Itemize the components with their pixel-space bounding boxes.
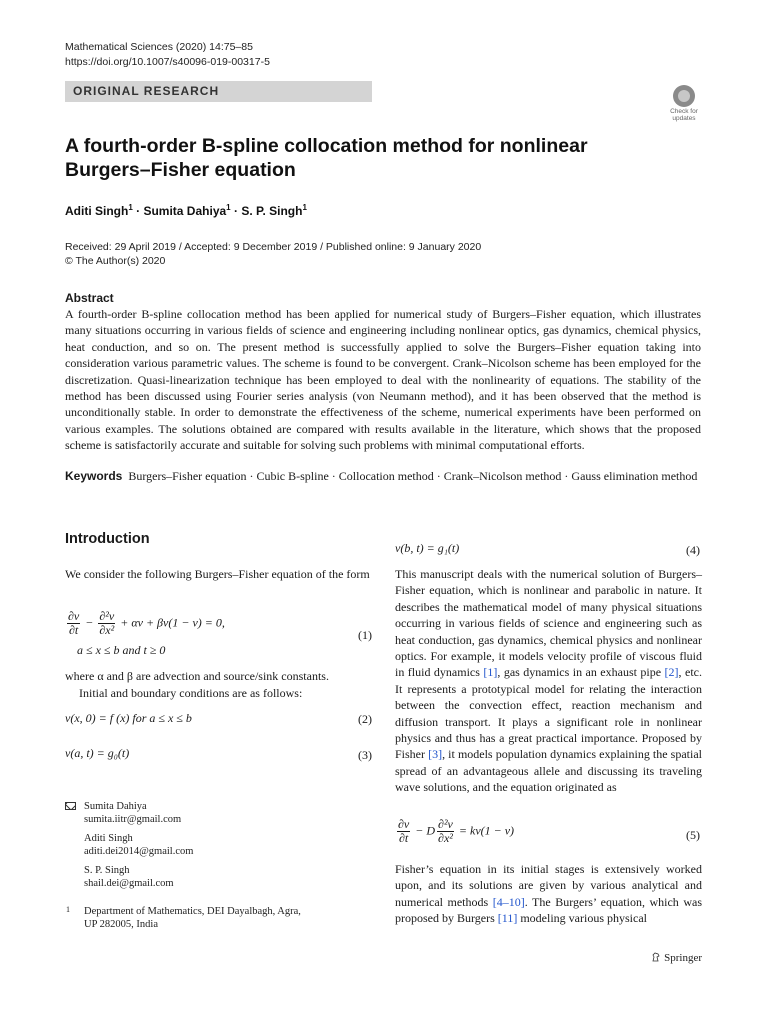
springer-horse-icon bbox=[651, 952, 661, 962]
publication-dates bbox=[65, 240, 481, 268]
author-list bbox=[65, 203, 307, 218]
equation-5: $\frac{\partial v}{\partial t}$ − D $\frac{\text{∂²v}}{\text{∂x²}}$ = kv(1 − v) bbox=[398, 817, 515, 845]
equation-number: (4) bbox=[686, 543, 700, 557]
contact-block bbox=[84, 800, 193, 890]
contact-email[interactable]: sumita.iitr@gmail.com bbox=[84, 814, 182, 825]
intro-paragraph: Initial and boundary conditions are as follows: bbox=[79, 686, 303, 700]
section-label: ORIGINAL RESEARCH bbox=[73, 84, 220, 98]
keywords bbox=[65, 468, 701, 484]
contact-email[interactable]: aditi.dei2014@gmail.com bbox=[84, 846, 194, 857]
check-updates-icon bbox=[673, 85, 695, 107]
introduction-heading: Introduction bbox=[65, 531, 150, 547]
equation-2: v(x, 0) = f (x) for a ≤ x ≤ b bbox=[65, 711, 192, 725]
check-updates-label: Check for updates bbox=[670, 108, 698, 122]
author-separator: · bbox=[233, 204, 238, 218]
contact-name: Aditi Singh bbox=[84, 833, 133, 844]
equation-number: (5) bbox=[686, 828, 700, 842]
abstract-heading: Abstract bbox=[65, 291, 114, 305]
equation-number: (3) bbox=[358, 748, 372, 762]
author-affiliation: 1 bbox=[128, 203, 133, 212]
author-name[interactable]: Aditi Singh bbox=[65, 204, 129, 218]
contact-name: S. P. Singh bbox=[84, 865, 130, 876]
equation-1: $\frac{\partial v}{\partial t}$ − $\frac{\text{∂²v}}{\text{∂x²}}$ + αv + βv(1 − v) = 0, bbox=[68, 609, 225, 637]
history-dates: Received: 29 April 2019 / Accepted: 9 December 2019 / Published online: 9 January 2020 bbox=[65, 241, 482, 253]
author-name[interactable]: Sumita Dahiya bbox=[143, 204, 227, 218]
intro-paragraph: where α and β are advection and source/sink constants. bbox=[65, 669, 329, 683]
citation-link[interactable]: [3] bbox=[428, 747, 443, 762]
publisher-name: Springer bbox=[664, 952, 702, 964]
contact-name: Sumita Dahiya bbox=[84, 801, 147, 812]
author-affiliation: 1 bbox=[302, 203, 307, 212]
keywords-list: Burgers–Fisher equation · Cubic B-spline · Collocation method · Crank–Nicolson method · Gauss elimination method bbox=[128, 469, 698, 483]
citation-link[interactable]: [2] bbox=[664, 665, 679, 680]
citation-link[interactable]: [1] bbox=[483, 665, 498, 680]
author-name[interactable]: S. P. Singh bbox=[241, 204, 303, 218]
equation-number: (2) bbox=[358, 712, 372, 726]
equation-number: (1) bbox=[358, 628, 372, 642]
intro-paragraph: We consider the following Burgers–Fisher equation of the form bbox=[65, 567, 370, 581]
affiliation: Department of Mathematics, DEI Dayalbagh, Agra, UP 282005, India bbox=[84, 906, 301, 930]
author-separator: · bbox=[136, 204, 141, 218]
journal-citation: Mathematical Sciences (2020) 14:75–85 bbox=[65, 41, 253, 53]
equation-4: v(b, t) = g₁(t) bbox=[395, 541, 460, 555]
contact-email[interactable]: shail.dei@gmail.com bbox=[84, 878, 174, 889]
publisher-logo bbox=[651, 952, 702, 964]
copyright: © The Author(s) 2020 bbox=[65, 255, 166, 267]
intro-paragraph: Fisher’s equation in its initial stages is extensively worked upon, and its solutions are given by various analytical and numerical methods [4–10]. The Burgers’ equation, which was proposed by Burgers [11] modeling various physical bbox=[395, 862, 702, 926]
section-banner bbox=[65, 81, 372, 102]
equation-1-condition: a ≤ x ≤ b and t ≥ 0 bbox=[77, 643, 166, 657]
check-for-updates-badge[interactable] bbox=[664, 84, 704, 126]
citation-link[interactable]: [11] bbox=[497, 911, 518, 926]
abstract-text: A fourth-order B-spline collocation method has been applied for numerical study of Burgers–Fisher equation, which illustrates many situations occurring in various fields of science and engineering including nonlinear optics, gas dynamics, chemical physics, heat conduction, and so on. The present method is successfully applied to solve the Burgers–Fisher equation taking into consideration various parametric values. The scheme is found to be convergent. Crank–Nicolson scheme has been employed for the discretization. Quasi-linearization technique has been employed to deal with the nonlinearity of equations. The stability of the method has been discussed using Fourier series analysis (von Neumann method), and it has been observed that the method is unconditionally stable. In order to demonstrate the effectiveness of the scheme, numerical experiments have been performed on various examples. The solutions obtained are compared with results available in the literature, which shows that the proposed scheme is satisfactorily accurate and suitable for solving such problems with minimal computational efforts. bbox=[65, 307, 701, 453]
citation-link[interactable]: [4–10] bbox=[492, 894, 525, 909]
author-affiliation: 1 bbox=[226, 203, 231, 212]
intro-paragraph: This manuscript deals with the numerical solution of Burgers–Fisher equation, which is nonlinear and parabolic in nature. It describes the mathematical model of many physical situations occurring in various fields of science and engineering such as heat conduction, gas dynamics, chemical physics and nonlinear optics. For example, it models velocity profile of viscous fluid in fluid dynamics [1], gas dynamics in an exhaust pipe [2], etc. It represents a prototypical model for relating the interaction between the convection effect, reaction mechanism and diffusion transport. It plays a significant role in nonlinear physics and thus has a great practical importance. Proposed by Fisher [3], it models population dynamics explaining the spatial spread of an advantageous allele and discussing its traveling wave solutions, and the equation originated as bbox=[395, 567, 702, 795]
article-title: A fourth-order B-spline collocation method for nonlinear Burgers–Fisher equation bbox=[65, 135, 588, 181]
affiliation-number: 1 bbox=[66, 905, 70, 914]
doi-link[interactable]: https://doi.org/10.1007/s40096-019-00317-5 bbox=[65, 56, 270, 68]
keywords-label: Keywords bbox=[65, 469, 123, 483]
envelope-icon bbox=[65, 802, 76, 810]
equation-3: v(a, t) = g₀(t) bbox=[65, 746, 130, 760]
